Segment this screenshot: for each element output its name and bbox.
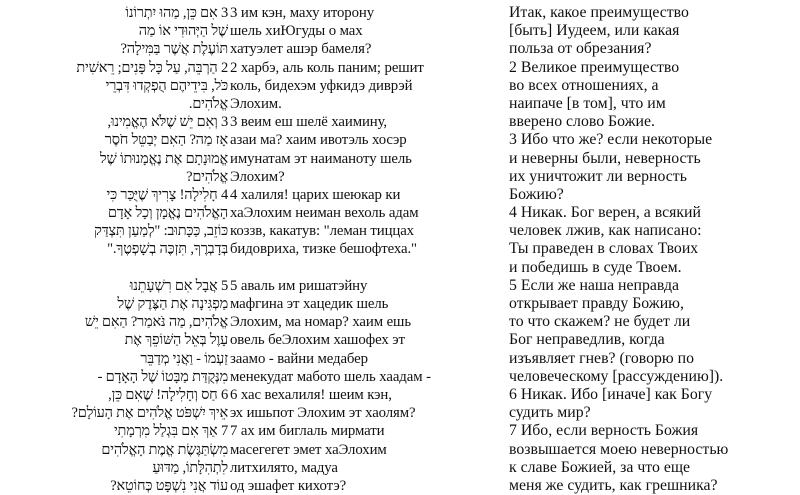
hebrew-line: 5 אֲבָל אִם רִשְׁעָתֵנוּ: [129, 277, 228, 294]
transliteration-line: овель беЭлохим хашофех эт: [230, 332, 405, 349]
hebrew-line: אֵיךְ יִשְׁפֹּט אֱלֹהִים אֶת הָעוֹלָם?: [71, 405, 228, 422]
transliteration-line: Элохим, ма номар? хаим ешь: [230, 314, 411, 331]
transliteration-line: заамо - вайни медабер: [230, 350, 368, 367]
hebrew-line: לִתְהִלָּתוֹ, מַדּוּעַ: [152, 459, 228, 476]
russian-line: и победишь в суде Твоем.: [509, 258, 682, 276]
russian-line: Итак, какое преимущество: [509, 4, 689, 21]
transliteration-line: менекудат мабото шель хаадам -: [230, 368, 431, 385]
russian-line: к славе Божией, за что еще: [509, 458, 691, 476]
hebrew-line: 4 חָלִילָה! צָרִיךְ שֶׁיֻּכַּר כִּי: [106, 186, 228, 203]
hebrew-line: אָז מַה? הַאִם יְבַטֵּל חֹסֶר: [104, 132, 228, 149]
hebrew-column: [0, 4, 228, 495]
russian-line: во всех отношениях, а: [509, 76, 659, 94]
transliteration-line: од эшафет кихотэ?: [230, 477, 347, 494]
transliteration-line: 4 халиля! царих шеюкар ки: [230, 186, 401, 203]
russian-line: их уничтожит ли верность: [509, 167, 687, 185]
russian-line: изъявляет гнев? (говорю по: [509, 349, 694, 367]
russian-line: Божию?: [509, 185, 564, 203]
transliteration-line: Элохим?: [230, 168, 285, 185]
transliteration-line: 3 веим еш шелё хаимину,: [230, 114, 388, 131]
russian-line: [быть] Иудеем, или какая: [509, 22, 680, 40]
russian-line: Бог неправедлив, когда: [509, 331, 665, 349]
hebrew-line: בְּדָבְרֶךָ, תִּזְכֶּה בְשָׁפְטֶךָ.": [107, 241, 228, 258]
hebrew-line: אֱמוּנָתָם אֶת נֶאֱמָנוּתוֹ שֶׁל: [99, 150, 228, 167]
hebrew-line: 6 חַס וְחָלִילָה! שֶׁאִם כֵּן,: [108, 386, 228, 403]
transliteration-line: бидовриха, тизке бешофтеха.": [230, 241, 417, 258]
hebrew-line: כּוֹזֵב, כַּכָּתוּב: "לְמַעַן תִּצְדַּק: [94, 223, 228, 240]
russian-line: и неверны были, неверность: [509, 149, 701, 167]
hebrew-line: 2 הַרְבֵּה, עַל כָּל פָּנִים; רֵאשִׁית: [76, 59, 228, 76]
russian-line: наипаче [в том], что им: [509, 94, 666, 112]
hebrew-line: אֱלֹהִים?: [186, 168, 228, 185]
transliteration-line: 6 хас вехалиля! шеим кэн,: [230, 386, 392, 403]
hebrew-line: שֶׁל הַיְּהוּדִי אוֹ מַה: [138, 23, 228, 40]
transliteration-line: 7 ах им биглаль мирмати: [230, 423, 385, 440]
transliteration-line: коззв, какатув: "леман тиццах: [230, 223, 414, 240]
transliteration-line: 3 им кэн, маху иторону: [230, 5, 375, 21]
russian-line: человек лжив, как написано:: [509, 222, 702, 240]
transliteration-line: шель хиЮгуды о мах: [230, 23, 363, 40]
russian-line: 5 Если же наша неправда: [509, 276, 679, 294]
transliteration-column: [230, 4, 480, 495]
hebrew-line: אֱלֹהִים.: [188, 95, 228, 112]
transliteration-line: эх ишьпот Элохим эт хаолям?: [230, 405, 416, 422]
hebrew-line: עוֹד אֲנִי נִשְׁפָּט כְּחוֹטֵא?: [110, 477, 228, 494]
transliteration-line: Элохим.: [230, 95, 282, 112]
transliteration-line: азаи ма? хаим ивотэль хосэр: [230, 132, 407, 149]
hebrew-line: מַפְגִּינָה אֶת הַצֶּדֶק שֶׁל: [117, 296, 228, 312]
russian-column: [509, 4, 797, 495]
transliteration-line: мафгина эт хацедик шель: [230, 296, 389, 312]
hebrew-line: 7 אַךְ אִם בִּגְלַל מִרְמָתִי: [113, 423, 228, 440]
russian-line: судить мир?: [509, 404, 591, 422]
hebrew-line: אֱלֹהִים, מַה נֹּאמַר? הַאִם יֵשׁ: [84, 314, 228, 331]
transliteration-line: 5 аваль им ришатэйну: [230, 277, 368, 294]
russian-line: 2 Великое преимущество: [509, 58, 680, 76]
russian-line: возвышается моею неверностью: [509, 440, 729, 458]
transliteration-line: хатуэлет ашэр бамеля?: [230, 41, 372, 58]
hebrew-line: הָאֱלֹהִים נֶאֱמָן וְכָל אָדָם: [107, 205, 228, 222]
transliteration-line: хаЭлохим неиман вехоль адам: [230, 205, 419, 222]
transliteration-line: литхилято, мадуа: [230, 459, 338, 476]
hebrew-line: 3 אִם כֵּן, מַהוּ יִתְרוֹנוֹ: [125, 5, 228, 21]
hebrew-line: מִנְּקֻדַּת מַבָּטוֹ שֶׁל הָאָדָם -: [97, 368, 228, 385]
russian-line: открывает правду Божию,: [509, 295, 684, 312]
hebrew-line: עָוֶל בְּאֵל הַשּׁוֹפֵךְ אֶת: [124, 332, 228, 349]
russian-line: 3 Ибо что же? если некоторые: [509, 131, 713, 149]
transliteration-line: масегегет эмет хаЭлохим: [230, 441, 387, 458]
hebrew-line: מִשְׂתַּגֶּשֶׂת אֱמֶת הָאֱלֹהִים: [101, 441, 228, 458]
block-spacer: [230, 259, 480, 277]
hebrew-line: זַעְמוֹ - וַאֲנִי מְדַבֵּר: [140, 350, 228, 367]
hebrew-line: כֹּל, בִּידֵיהֶם הֻפְקְדוּ דִּבְרֵי: [105, 77, 228, 94]
russian-line: меня же судить, как грешника?: [509, 476, 718, 494]
transliteration-line: имунатам эт наиманоту шель: [230, 150, 412, 167]
russian-line: 4 Никак. Бог верен, а всякий: [509, 204, 701, 222]
hebrew-line: תּוֹעֶלֶת אֲשֶׁר בַּמִּילָה?: [120, 41, 228, 58]
russian-line: вверено слово Божие.: [509, 113, 655, 131]
transliteration-line: 2 харбэ, аль коль паним; решит: [230, 59, 424, 76]
russian-line: человеческому [рассуждению]).: [509, 367, 724, 385]
russian-line: 7 Ибо, если верность Божия: [509, 422, 699, 440]
transliteration-line: коль, бидехэм уфкидэ диврэй: [230, 77, 413, 94]
block-spacer: [0, 259, 228, 277]
hebrew-line: 3 וְאִם יֵשׁ שֶׁלֹּא הֶאֱמִינוּ,: [107, 114, 228, 131]
russian-line: 6 Никак. Ибо [иначе] как Богу: [509, 385, 713, 403]
russian-line: то что скажем? не будет ли: [509, 313, 691, 331]
russian-line: Ты праведен в словах Твоих: [509, 240, 699, 258]
russian-line: польза от обрезания?: [509, 40, 652, 58]
